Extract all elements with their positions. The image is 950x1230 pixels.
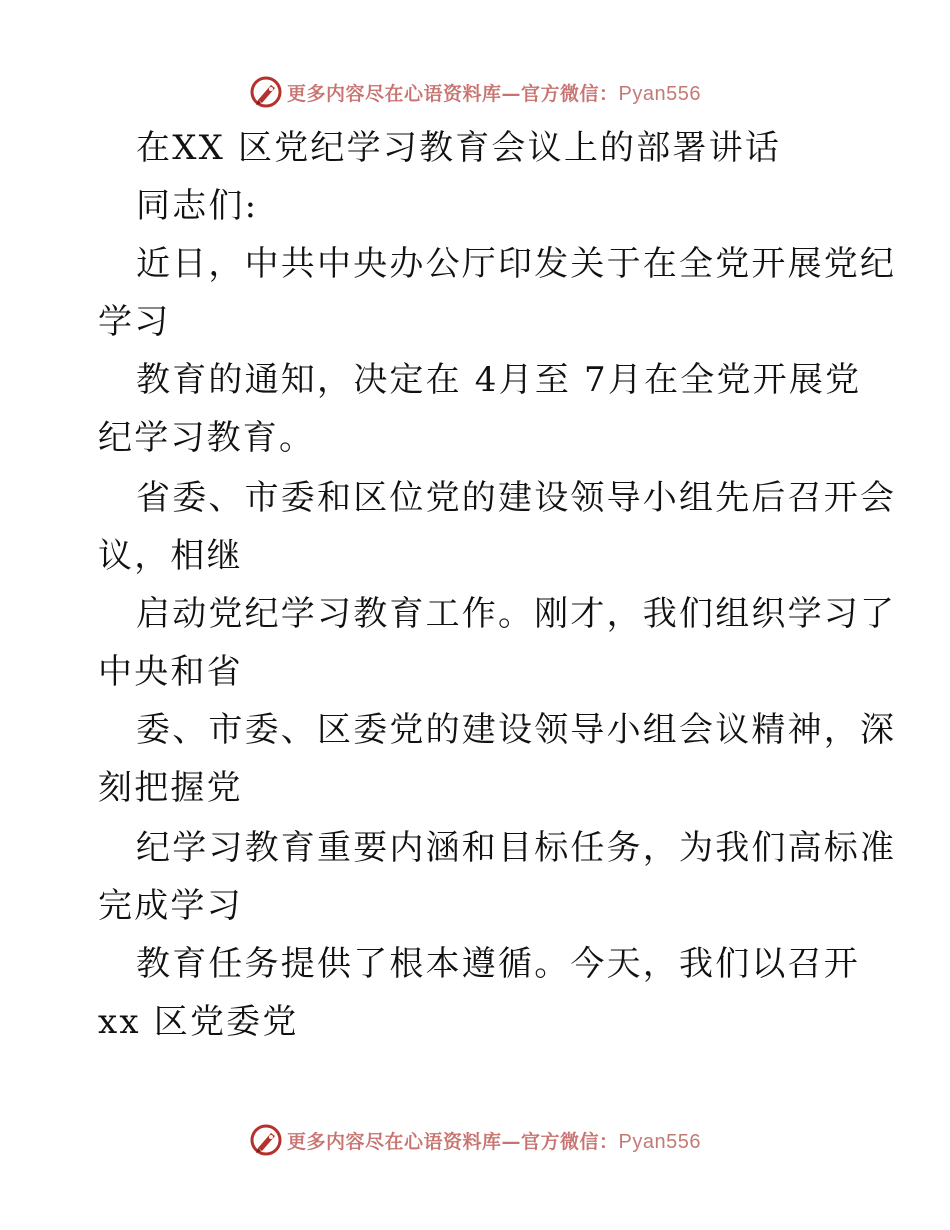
paragraph-line: 教育任务提供了根本遵循。今天，我们以召开 <box>136 944 860 984</box>
paragraph-line: 学习 <box>98 302 171 342</box>
paragraph-line: 刻把握党 <box>98 768 243 808</box>
watermark-text: 更多内容尽在心语资料库—官方微信：Pyan556 <box>287 1130 701 1153</box>
paragraph-line: 教育的通知，决定在 4月至 7月在全党开展党 <box>136 360 862 400</box>
paragraph-line: 纪学习教育重要内涵和目标任务，为我们高标准 <box>136 828 897 868</box>
pen-logo-icon <box>249 1123 283 1157</box>
watermark-text: 更多内容尽在心语资料库—官方微信：Pyan556 <box>287 82 701 105</box>
paragraph-line: 启动党纪学习教育工作。刚才，我们组织学习了 <box>136 594 897 634</box>
salutation: 同志们: <box>136 186 259 226</box>
paragraph-line: 近日，中共中央办公厅印发关于在全党开展党纪 <box>136 244 897 284</box>
watermark-header <box>0 72 950 112</box>
paragraph-line: 议，相继 <box>98 536 243 576</box>
paragraph-line: xx 区党委党 <box>98 1002 299 1042</box>
pen-logo-icon <box>249 75 283 109</box>
watermark-footer <box>0 1120 950 1160</box>
paragraph-line: 中央和省 <box>98 652 243 692</box>
paragraph-line: 完成学习 <box>98 886 243 926</box>
paragraph-line: 委、市委、区委党的建设领导小组会议精神，深 <box>136 710 897 750</box>
paragraph-line: 省委、市委和区位党的建设领导小组先后召开会 <box>136 478 897 518</box>
watermark-wechat-id: Pyan556 <box>618 1130 701 1153</box>
paragraph-line: 纪学习教育。 <box>98 418 316 458</box>
watermark-wechat-id: Pyan556 <box>618 82 701 105</box>
document-title: 在XX 区党纪学习教育会议上的部署讲话 <box>136 128 782 168</box>
